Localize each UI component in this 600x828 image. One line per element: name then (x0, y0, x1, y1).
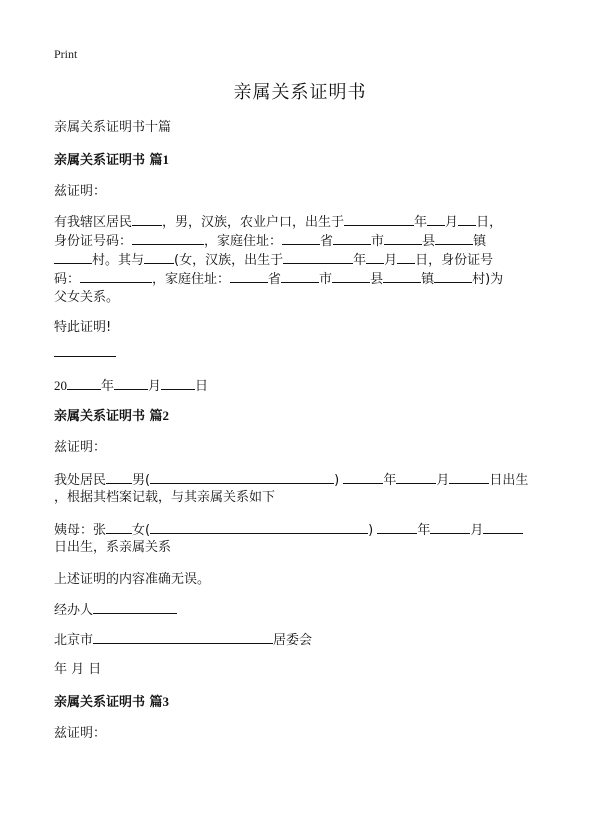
document-subtitle: 亲属关系证明书十篇 (54, 120, 172, 135)
section-1-line-1: 有我辖区居民 ，男，汉族，农业户口，出生于 年 月 日， (54, 212, 554, 232)
section-2-date: 年 月 日 (54, 662, 102, 677)
section-3-heading: 亲属关系证明书 篇3 (54, 694, 170, 710)
signature-line (54, 343, 554, 363)
section-1-date: 20 年 月 日 (54, 378, 209, 394)
handler-line: 经办人 (54, 600, 554, 620)
section-3-greeting: 兹证明： (54, 726, 107, 741)
section-2-line-3: 姨母：张 女( ) 年 月 (54, 520, 554, 540)
section-1-line-3: 村。其与 (女，汉族，出生于 年 月 日，身份证号 (54, 250, 554, 270)
section-2-statement: 上述证明的内容准确无误。 (54, 572, 211, 587)
section-1-line-2: 身份证号码： ，家庭住址： 省 市 县 镇 (54, 231, 554, 251)
print-link[interactable]: Print (54, 47, 78, 61)
section-1-heading: 亲属关系证明书 篇1 (54, 152, 170, 168)
section-2-line-4: 日出生，系亲属关系 (54, 540, 172, 555)
section-1-line-5: 父女关系。 (54, 290, 120, 305)
section-1-line-4: 码： ，家庭住址： 省 市 县 镇 村)为 (54, 269, 554, 289)
section-2-line-2: ，根据其档案记载，与其亲属关系如下 (54, 490, 276, 505)
section-2-greeting: 兹证明： (54, 440, 107, 455)
document-title: 亲属关系证明书 (233, 82, 367, 103)
section-2-heading: 亲属关系证明书 篇2 (54, 408, 170, 424)
section-2-line-1: 我处居民 男( ) 年 月 日出生 (54, 470, 554, 490)
committee-line: 北京市 居委会 (54, 630, 554, 650)
section-1-greeting: 兹证明： (54, 184, 107, 199)
section-1-closing: 特此证明! (54, 320, 112, 335)
